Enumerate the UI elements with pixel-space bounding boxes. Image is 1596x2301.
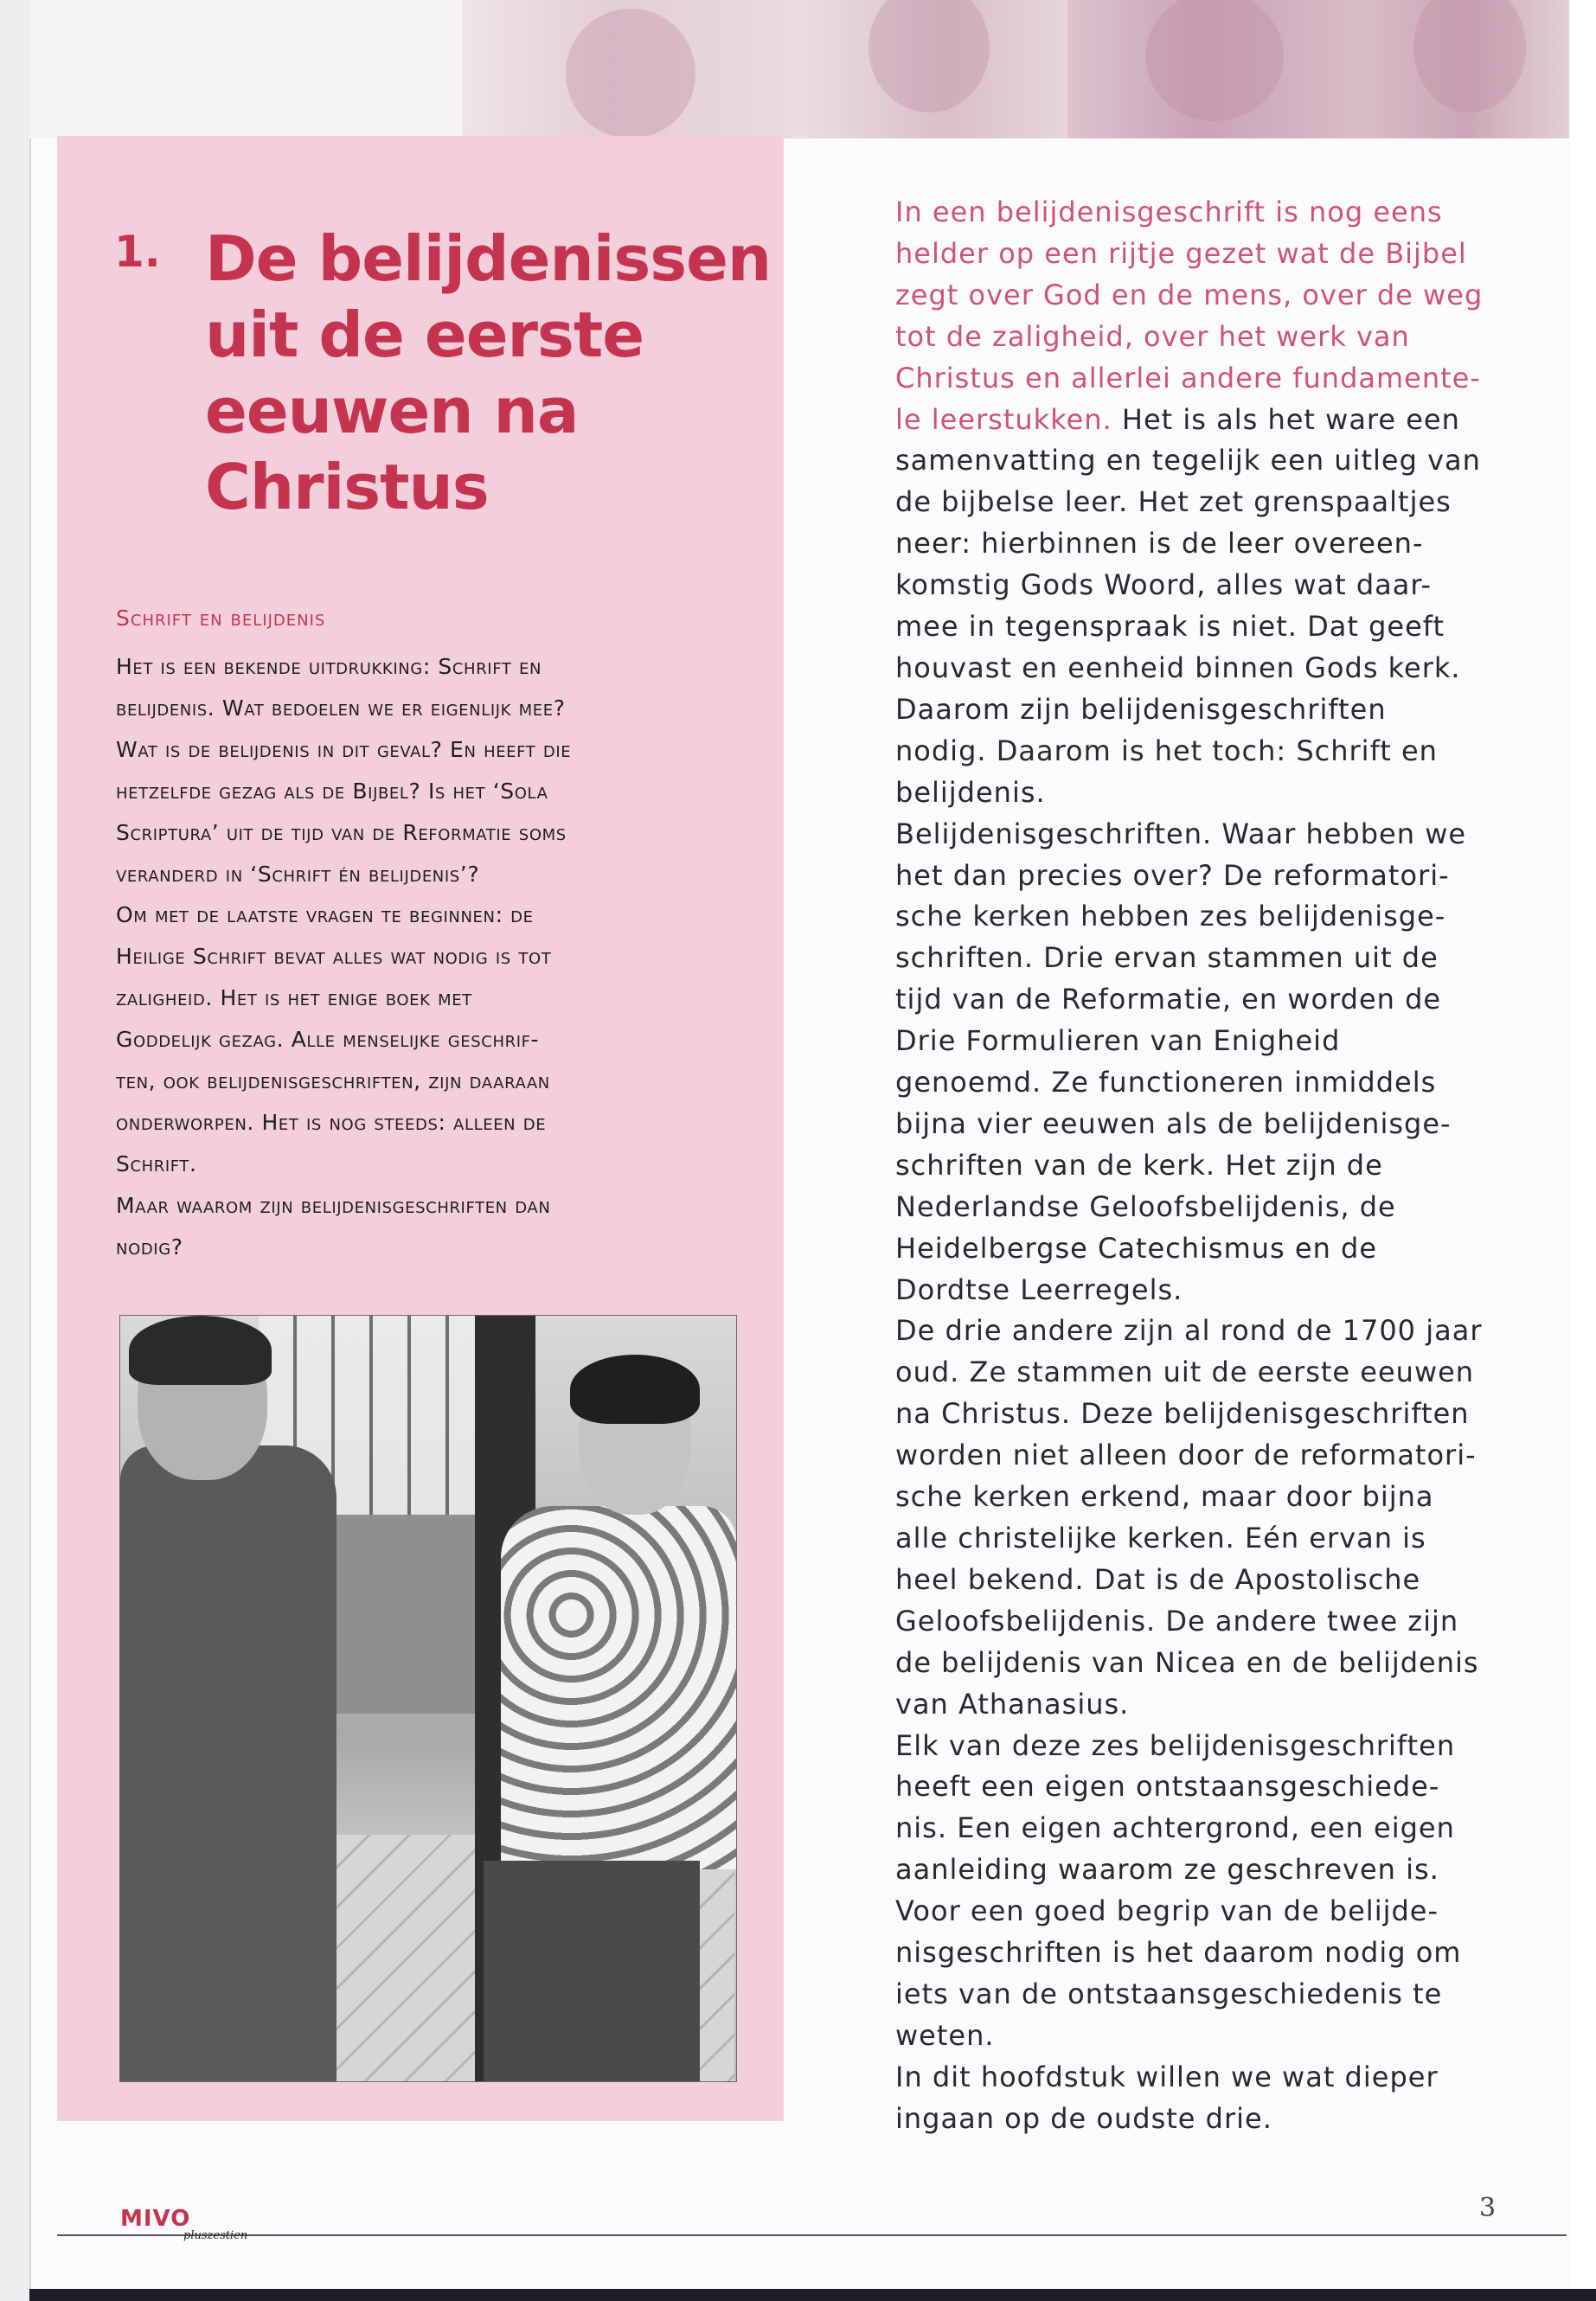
- body-line: schriften. Drie ervan stammen uit de: [895, 941, 1439, 975]
- intro-line: In een belijdenisgeschrift is nog eens: [895, 195, 1443, 228]
- sidebar-text-line: zaligheid. Het is het enige boek met: [116, 985, 472, 1011]
- footer-rule: [57, 2234, 1567, 2236]
- body-line: In dit hoofdstuk willen we wat dieper: [895, 2060, 1439, 2093]
- header-photo-3: [1067, 0, 1362, 138]
- chapter-number: 1.: [114, 227, 161, 277]
- body-line: Belijdenisgeschriften. Waar hebben we: [895, 817, 1467, 850]
- body-line: nodig. Daarom is het toch: Schrift en: [895, 734, 1438, 767]
- header-photo-strip: [29, 0, 1569, 138]
- body-line: komstig Gods Woord, alles wat daar-: [895, 568, 1433, 602]
- sidebar-subheading: Schrift en belijdenis: [116, 606, 326, 631]
- sidebar-text-line: Goddelijk gezag. Alle menselijke geschrif-: [116, 1027, 540, 1053]
- body-line: worden niet alleen door de reformatori-: [895, 1439, 1477, 1472]
- body-line: mee in tegenspraak is niet. Dat geeft: [895, 610, 1445, 644]
- page-bottom-edge: [29, 2289, 1596, 2301]
- body-text: [895, 192, 1535, 2140]
- body-line: Dordtse Leerregels.: [895, 1272, 1183, 1306]
- body-line: iets van de ontstaansgeschiedenis te: [895, 1977, 1443, 2010]
- header-photo-4: [1362, 0, 1569, 138]
- body-line: de belijdenis van Nicea en de belijdenis: [895, 1645, 1479, 1679]
- chapter-title-line: Christus: [205, 451, 489, 523]
- body-line: oud. Ze stammen uit de eerste eeuwen: [895, 1356, 1475, 1389]
- sidebar-text-line: belijdenis. Wat bedoelen we er eigenlijk mee?: [116, 695, 566, 721]
- photo-right-boy-shirt: [501, 1506, 736, 1869]
- body-line: Voor een goed begrip van de belijde-: [895, 1894, 1439, 1928]
- photo-left-boy-coat: [120, 1445, 337, 2081]
- body-line: heeft een eigen ontstaansgeschiede-: [895, 1770, 1440, 1804]
- photo-two-boys: [119, 1315, 737, 2082]
- sidebar-text-line: ten, ook belijdenisgeschriften, zijn daaraan: [116, 1068, 550, 1094]
- body-line: alle christelijke kerken. Eén ervan is: [895, 1522, 1426, 1554]
- page-number: 3: [1479, 2193, 1497, 2223]
- body-line: bijna vier eeuwen als de belijdenisge-: [895, 1106, 1452, 1140]
- body-line: van Athanasius.: [895, 1687, 1130, 1721]
- sidebar-text-line: Heilige Schrift bevat alles wat nodig is tot: [116, 944, 552, 970]
- body-line: sche kerken hebben zes belijdenisge-: [895, 900, 1446, 933]
- body-line: Heidelbergse Catechismus en de: [895, 1231, 1378, 1265]
- binding-edge-left: [0, 0, 31, 2301]
- chapter-title-line: eeuwen na: [205, 375, 579, 447]
- sidebar-text-line: Schrift.: [116, 1150, 197, 1176]
- body-line: nisgeschriften is het daarom nodig om: [895, 1936, 1462, 1970]
- body-line: Geloofsbelijdenis. De andere twee zijn: [895, 1604, 1459, 1638]
- body-line: het dan precies over? De reformatori-: [895, 858, 1450, 892]
- body-line: [895, 400, 1535, 441]
- body-line: weten.: [895, 2018, 995, 2052]
- body-line: Elk van deze zes belijdenisgeschriften: [895, 1728, 1456, 1762]
- body-line: ingaan op de oudste drie.: [895, 2101, 1272, 2135]
- body-line: houvast en eenheid binnen Gods kerk.: [895, 651, 1461, 684]
- header-photo-2: [799, 0, 1067, 138]
- sidebar-text-line: Scriptura’ uit de tijd van de Reformatie soms: [116, 819, 567, 845]
- sidebar-text-line: nodig?: [116, 1234, 183, 1259]
- body-line: tijd van de Reformatie, en worden de: [895, 983, 1442, 1016]
- body-line: belijdenis.: [895, 775, 1046, 809]
- body-line: nis. Een eigen achtergrond, een eigen: [895, 1811, 1455, 1845]
- photo-right-boy-jeans: [484, 1861, 700, 2081]
- body-line: Drie Formulieren van Enigheid: [895, 1024, 1341, 1058]
- sidebar-text-line: Het is een bekende uitdrukking: Schrift en: [116, 654, 542, 679]
- body-line: de bijbelse leer. Het zet grenspaaltjes: [895, 485, 1452, 519]
- intro-end: le leerstukken.: [895, 402, 1112, 436]
- chapter-title-line: De belijdenissen: [205, 222, 772, 295]
- body-line: neer: hierbinnen is de leer overeen-: [895, 527, 1424, 561]
- sidebar-text-line: hetzelfde gezag als de Bijbel? Is het ‘Sola: [116, 778, 548, 804]
- header-photo-1: [462, 0, 799, 138]
- chapter-title-line: uit de eerste: [205, 298, 644, 371]
- body-line: sche kerken erkend, maar door bijna: [895, 1480, 1434, 1514]
- sidebar-text: [116, 646, 756, 1268]
- body-line: aanleiding waarom ze geschreven is.: [895, 1853, 1439, 1887]
- intro-line: zegt over God en de mens, over de weg: [895, 278, 1484, 311]
- sidebar-text-line: Maar waarom zijn belijdenisgeschriften dan: [116, 1192, 551, 1218]
- sidebar-text-line: onderworpen. Het is nog steeds: alleen de: [116, 1109, 547, 1135]
- body-line-text: Het is als het ware een: [1112, 402, 1460, 436]
- intro-line: helder op een rijtje gezet wat de Bijbel: [895, 236, 1467, 270]
- body-line: Nederlandse Geloofsbelijdenis, de: [895, 1189, 1396, 1223]
- footer-logo-subtitle: pluszestien: [183, 2229, 248, 2242]
- body-line: De drie andere zijn al rond de 1700 jaar: [895, 1314, 1483, 1348]
- body-line: genoemd. Ze functioneren inmiddels: [895, 1066, 1437, 1099]
- body-line: samenvatting en tegelijk een uitleg van: [895, 444, 1481, 478]
- photo-right-boy-hair: [570, 1355, 700, 1424]
- sidebar-text-line: Wat is de belijdenis in dit geval? En heeft die: [116, 736, 572, 762]
- page-edge-right: [1570, 0, 1596, 2301]
- sidebar-text-line: veranderd in ‘Schrift én belijdenis’?: [116, 861, 480, 887]
- photo-left-boy-hair: [129, 1316, 272, 1385]
- chapter-title: [205, 221, 776, 525]
- body-line: Daarom zijn belijdenisgeschriften: [895, 692, 1387, 726]
- intro-line: tot de zaligheid, over het werk van: [895, 319, 1410, 353]
- intro-line: Christus en allerlei andere fundamente-: [895, 361, 1481, 394]
- body-line: heel bekend. Dat is de Apostolische: [895, 1562, 1421, 1596]
- footer-logo: MIVO: [120, 2206, 191, 2232]
- sidebar-text-line: Om met de laatste vragen te beginnen: de: [116, 902, 534, 928]
- body-line: schriften van de kerk. Het zijn de: [895, 1148, 1383, 1182]
- body-line: na Christus. Deze belijdenisgeschriften: [895, 1397, 1470, 1431]
